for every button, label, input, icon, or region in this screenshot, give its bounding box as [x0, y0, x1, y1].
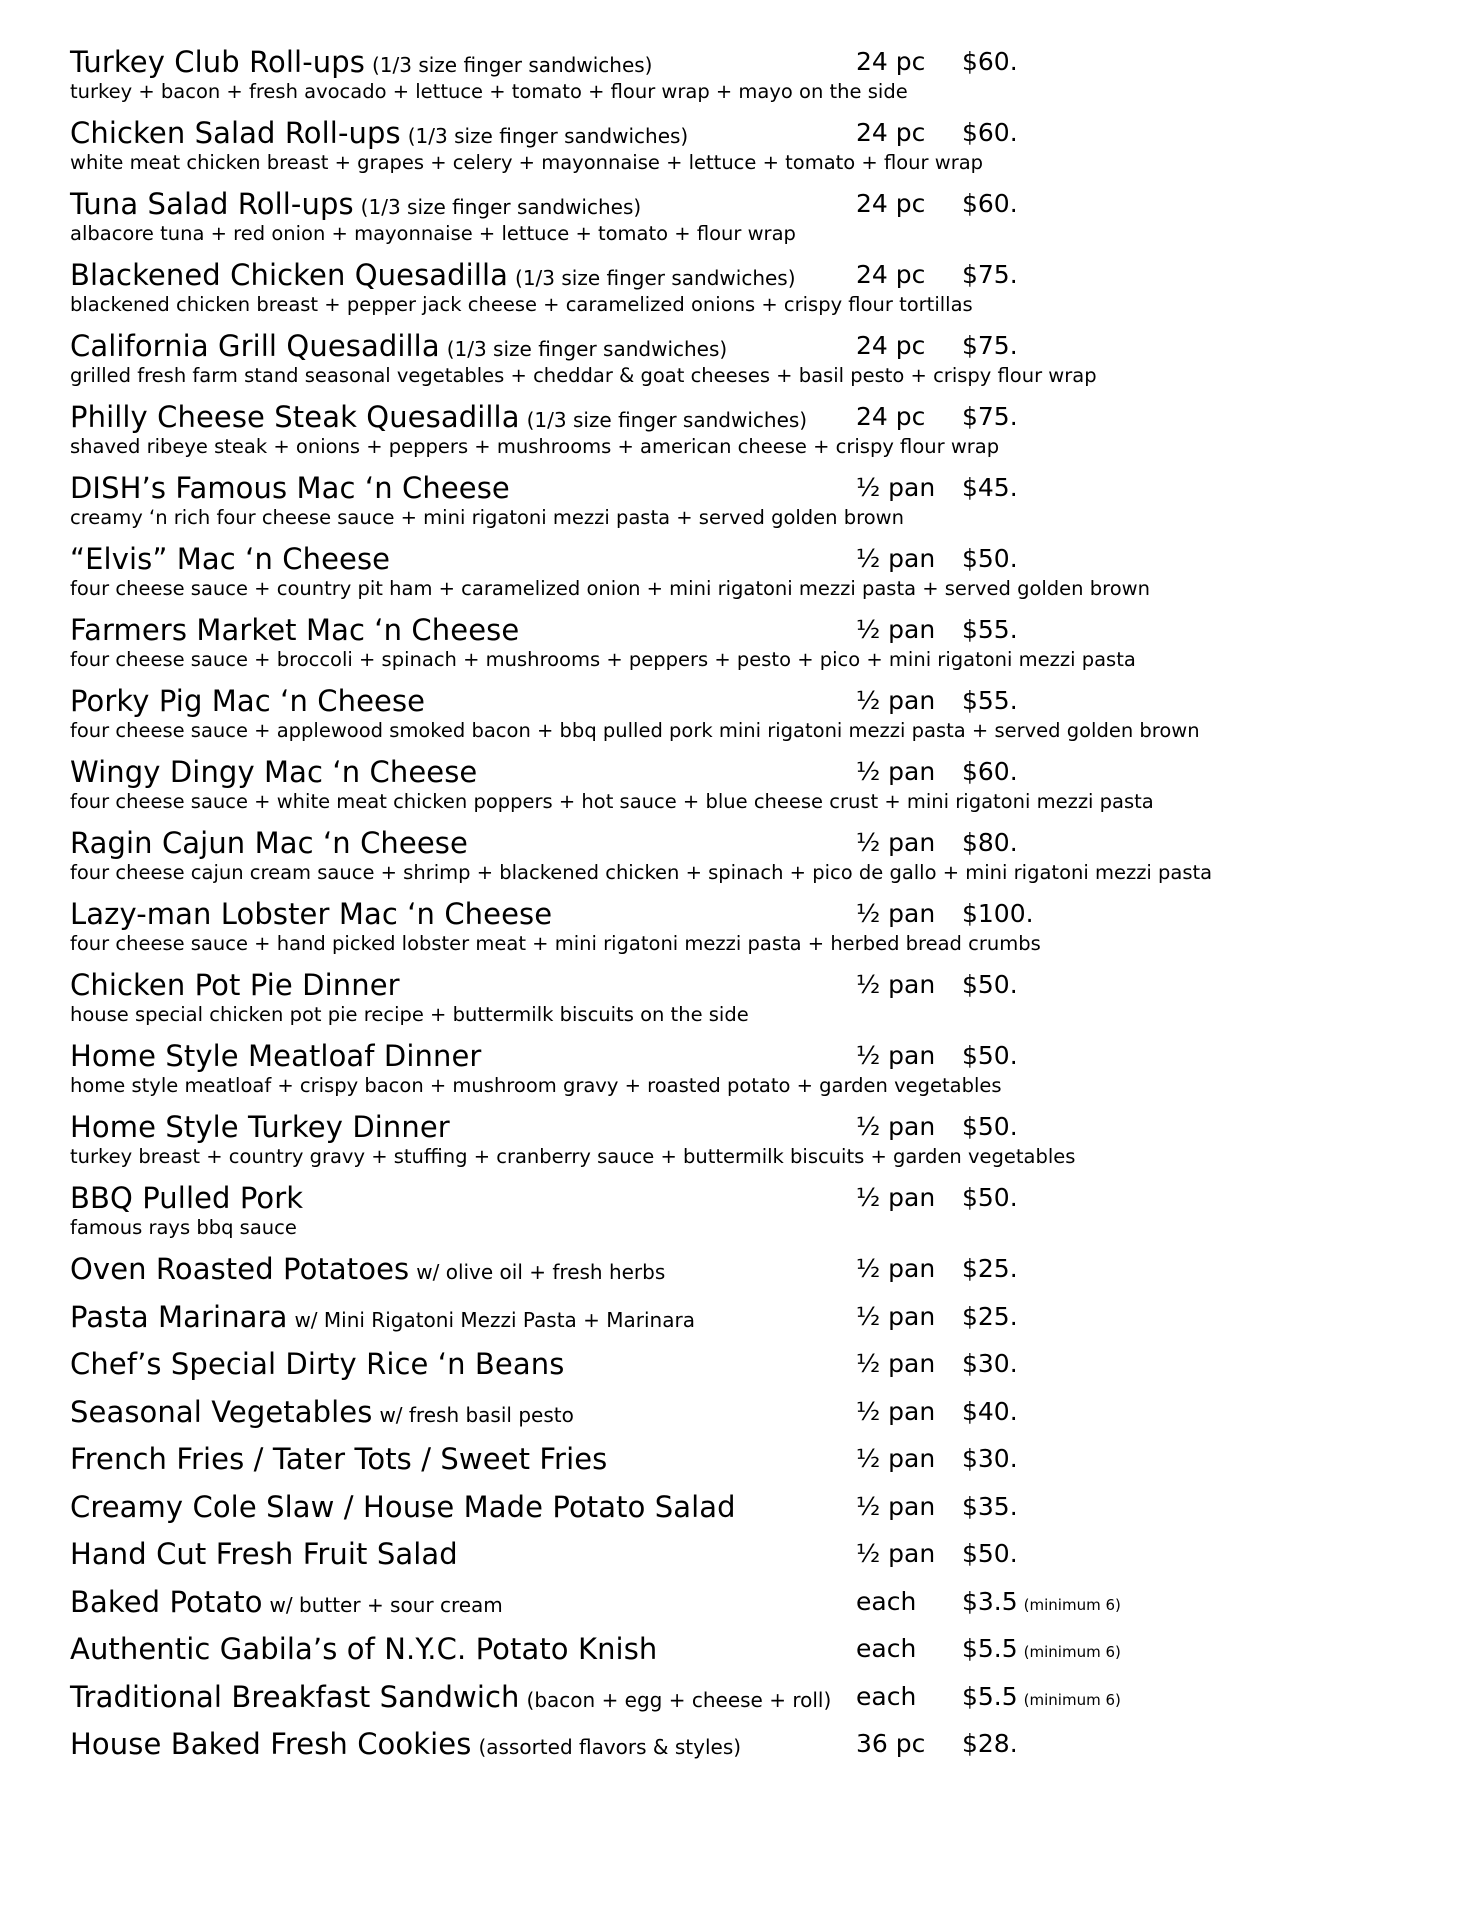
- menu-list: [70, 44, 1450, 1774]
- item-name: Lazy-man Lobster Mac ‘n Cheese: [70, 897, 553, 931]
- menu-item: [70, 1536, 1450, 1584]
- item-name: Baked Potato: [70, 1584, 263, 1619]
- item-price: $75.: [962, 331, 1018, 360]
- item-description: creamy ‘n rich four cheese sauce + mini rigatoni mezzi pasta + served golden brown: [70, 506, 904, 529]
- item-price-group: [962, 1109, 1018, 1145]
- menu-item-line: [70, 1251, 1450, 1287]
- item-quantity: each: [856, 1634, 917, 1663]
- item-price-group: [962, 683, 1018, 719]
- menu-item: [70, 328, 1450, 399]
- menu-item: [70, 1489, 1450, 1537]
- item-quantity: ½ pan: [856, 1349, 936, 1378]
- menu-item: [70, 1584, 1450, 1632]
- item-price-note: (minimum 6): [1023, 1643, 1121, 1661]
- menu-item: [70, 825, 1450, 896]
- menu-item: [70, 1441, 1450, 1489]
- item-price-group: [962, 1536, 1018, 1572]
- menu-item: [70, 470, 1450, 541]
- item-name: Porky Pig Mac ‘n Cheese: [70, 684, 426, 718]
- item-quantity: 24 pc: [856, 260, 926, 289]
- item-price-group: [962, 1726, 1018, 1762]
- item-price: $5.5: [962, 1681, 1018, 1711]
- menu-item-line: [70, 1180, 1450, 1216]
- item-price: $25.: [962, 1254, 1018, 1283]
- item-quantity: 24 pc: [856, 189, 926, 218]
- item-name: French Fries / Tater Tots / Sweet Fries: [70, 1442, 608, 1476]
- item-name: Chicken Salad Roll-ups: [70, 116, 401, 150]
- item-name: Home Style Meatloaf Dinner: [70, 1039, 482, 1073]
- item-note: w/ fresh basil pesto: [379, 1402, 574, 1427]
- item-price: $75.: [962, 260, 1018, 289]
- item-price-group: [962, 399, 1018, 435]
- item-quantity: 24 pc: [856, 331, 926, 360]
- item-quantity: ½ pan: [856, 1183, 936, 1212]
- item-quantity: ½ pan: [856, 1254, 936, 1283]
- menu-item-line: [70, 683, 1450, 719]
- item-description: four cheese sauce + hand picked lobster meat + mini rigatoni mezzi pasta + herbed bread crumbs: [70, 932, 1041, 955]
- menu-item-line: [70, 967, 1450, 1003]
- item-note: w/ olive oil + fresh herbs: [416, 1260, 666, 1284]
- menu-item-line: [70, 825, 1450, 861]
- menu-item: [70, 1109, 1450, 1180]
- item-price: $80.: [962, 828, 1018, 857]
- item-name: Ragin Cajun Mac ‘n Cheese: [70, 826, 468, 860]
- item-name: Chef’s Special Dirty Rice ‘n Beans: [70, 1347, 565, 1381]
- item-note: (bacon + egg + cheese + roll): [526, 1687, 832, 1712]
- item-note: (1/3 size finger sandwiches): [526, 408, 808, 432]
- item-price-group: [962, 1679, 1121, 1718]
- item-quantity: ½ pan: [856, 899, 936, 928]
- item-price: $28.: [962, 1729, 1018, 1758]
- item-quantity: ½ pan: [856, 473, 936, 502]
- item-price-group: [962, 612, 1018, 648]
- menu-item-line: [70, 1679, 1450, 1715]
- item-price-group: [962, 328, 1018, 364]
- item-name: Wingy Dingy Mac ‘n Cheese: [70, 755, 478, 789]
- item-quantity: each: [856, 1681, 917, 1711]
- item-name: Chicken Pot Pie Dinner: [70, 968, 400, 1002]
- item-description: famous rays bbq sauce: [70, 1216, 297, 1239]
- item-quantity: 24 pc: [856, 47, 926, 76]
- item-quantity: ½ pan: [856, 828, 936, 857]
- item-name: Authentic Gabila’s of N.Y.C. Potato Knish: [70, 1632, 658, 1666]
- item-price: $3.5: [962, 1586, 1018, 1616]
- menu-item-line: [70, 1631, 1450, 1667]
- item-price-group: [962, 115, 1018, 151]
- item-quantity: ½ pan: [856, 615, 936, 644]
- menu-item-line: [70, 1584, 1450, 1620]
- menu-item-line: [70, 1394, 1450, 1430]
- menu-item-line: [70, 1536, 1450, 1572]
- item-name: Hand Cut Fresh Fruit Salad: [70, 1537, 458, 1571]
- item-name: Tuna Salad Roll-ups: [70, 187, 354, 221]
- menu-item: [70, 896, 1450, 967]
- menu-item-line: [70, 1038, 1450, 1074]
- menu-item: [70, 399, 1450, 470]
- item-price-group: [962, 257, 1018, 293]
- item-price: $50.: [962, 544, 1018, 573]
- item-price: $50.: [962, 1539, 1018, 1568]
- menu-item: [70, 1038, 1450, 1109]
- item-description: four cheese sauce + broccoli + spinach + mushrooms + peppers + pesto + pico + mini rigatoni mezzi pasta: [70, 648, 1136, 671]
- item-price: $50.: [962, 1183, 1018, 1212]
- item-price: $40.: [962, 1396, 1018, 1426]
- item-note: w/ Mini Rigatoni Mezzi Pasta + Marinara: [294, 1307, 695, 1332]
- menu-item: [70, 967, 1450, 1038]
- menu-item: [70, 115, 1450, 186]
- item-price: $60.: [962, 47, 1018, 76]
- item-name: Pasta Marinara: [70, 1299, 288, 1334]
- item-price: $100.: [962, 899, 1034, 928]
- item-description: four cheese cajun cream sauce + shrimp + blackened chicken + spinach + pico de gallo + mini rigatoni mezzi pasta: [70, 861, 1213, 884]
- item-description: home style meatloaf + crispy bacon + mushroom gravy + roasted potato + garden vegetables: [70, 1074, 1002, 1097]
- item-price-group: [962, 1584, 1121, 1623]
- item-price-group: [962, 470, 1018, 506]
- menu-item: [70, 1251, 1450, 1299]
- item-quantity: ½ pan: [856, 1112, 936, 1141]
- item-description: turkey breast + country gravy + stuffing + cranberry sauce + buttermilk biscuits + garden vegetables: [70, 1145, 1076, 1168]
- item-quantity: each: [856, 1586, 917, 1616]
- item-quantity: ½ pan: [856, 970, 936, 999]
- menu-item-line: [70, 1441, 1450, 1477]
- menu-item-line: [70, 612, 1450, 648]
- menu-item: [70, 186, 1450, 257]
- item-price-group: [962, 967, 1018, 1003]
- menu-item: [70, 1726, 1450, 1774]
- item-price: $50.: [962, 970, 1018, 999]
- item-name: Traditional Breakfast Sandwich: [70, 1679, 520, 1714]
- item-price: $45.: [962, 473, 1018, 502]
- item-price-group: [962, 1180, 1018, 1216]
- item-note: (1/3 size finger sandwiches): [407, 124, 689, 148]
- item-price: $35.: [962, 1491, 1018, 1521]
- item-price-note: (minimum 6): [1023, 1690, 1121, 1709]
- item-price: $55.: [962, 686, 1018, 715]
- menu-item-line: [70, 754, 1450, 790]
- menu-item-line: [70, 257, 1450, 293]
- item-price-group: [962, 1346, 1018, 1382]
- item-quantity: ½ pan: [856, 1301, 936, 1331]
- menu-item: [70, 1180, 1450, 1251]
- item-price-note: (minimum 6): [1023, 1595, 1121, 1614]
- menu-item-line: [70, 186, 1450, 222]
- item-price-group: [962, 1631, 1121, 1670]
- item-price: $60.: [962, 118, 1018, 147]
- menu-item: [70, 1679, 1450, 1727]
- menu-item: [70, 1394, 1450, 1442]
- item-note: (assorted flavors & styles): [478, 1735, 742, 1759]
- item-price-group: [962, 825, 1018, 861]
- menu-item: [70, 1346, 1450, 1394]
- item-price: $30.: [962, 1444, 1018, 1473]
- menu-item-line: [70, 399, 1450, 435]
- item-note: (1/3 size finger sandwiches): [360, 195, 642, 219]
- item-quantity: ½ pan: [856, 757, 936, 786]
- item-price-group: [962, 44, 1018, 80]
- menu-item-line: [70, 541, 1450, 577]
- item-quantity: ½ pan: [856, 1491, 936, 1521]
- menu-item-line: [70, 1299, 1450, 1335]
- item-description: albacore tuna + red onion + mayonnaise + lettuce + tomato + flour wrap: [70, 222, 796, 245]
- item-price: $25.: [962, 1301, 1018, 1331]
- menu-item-line: [70, 328, 1450, 364]
- item-price-group: [962, 541, 1018, 577]
- item-name: California Grill Quesadilla: [70, 329, 440, 363]
- item-note: w/ butter + sour cream: [269, 1592, 503, 1617]
- item-price-group: [962, 1489, 1018, 1525]
- menu-item: [70, 541, 1450, 612]
- item-quantity: 24 pc: [856, 402, 926, 431]
- item-description: white meat chicken breast + grapes + celery + mayonnaise + lettuce + tomato + flour wrap: [70, 151, 984, 174]
- item-price-group: [962, 1251, 1018, 1287]
- item-price-group: [962, 1299, 1018, 1335]
- menu-item: [70, 257, 1450, 328]
- item-description: four cheese sauce + white meat chicken poppers + hot sauce + blue cheese crust + mini rigatoni mezzi pasta: [70, 790, 1154, 813]
- item-note: (1/3 size finger sandwiches): [515, 266, 796, 290]
- menu-item-line: [70, 1109, 1450, 1145]
- item-description: four cheese sauce + country pit ham + caramelized onion + mini rigatoni mezzi pasta + served golden brown: [70, 577, 1150, 600]
- item-note: (1/3 size finger sandwiches): [446, 337, 728, 361]
- item-price-group: [962, 1038, 1018, 1074]
- item-price: $75.: [962, 402, 1018, 431]
- item-description: turkey + bacon + fresh avocado + lettuce + tomato + flour wrap + mayo on the side: [70, 80, 908, 103]
- item-quantity: ½ pan: [856, 686, 936, 715]
- item-price: $50.: [962, 1112, 1018, 1141]
- item-quantity: ½ pan: [856, 1444, 936, 1473]
- menu-item: [70, 754, 1450, 825]
- item-name: Home Style Turkey Dinner: [70, 1110, 450, 1144]
- item-note: (1/3 size finger sandwiches): [371, 53, 653, 77]
- item-price-group: [962, 896, 1034, 932]
- item-price: $60.: [962, 757, 1018, 786]
- item-name: Oven Roasted Potatoes: [70, 1252, 410, 1286]
- item-price: $60.: [962, 189, 1018, 218]
- item-price-group: [962, 186, 1018, 222]
- item-quantity: ½ pan: [856, 1041, 936, 1070]
- item-description: four cheese sauce + applewood smoked bacon + bbq pulled pork mini rigatoni mezzi pasta + served golden brown: [70, 719, 1200, 742]
- item-price-group: [962, 1394, 1018, 1430]
- menu-item-line: [70, 470, 1450, 506]
- item-name: Creamy Cole Slaw / House Made Potato Salad: [70, 1489, 736, 1524]
- item-price: $5.5: [962, 1634, 1018, 1663]
- item-name: Blackened Chicken Quesadilla: [70, 258, 509, 292]
- item-name: “Elvis” Mac ‘n Cheese: [70, 542, 391, 576]
- menu-item: [70, 1631, 1450, 1679]
- item-quantity: 24 pc: [856, 118, 926, 147]
- item-quantity: ½ pan: [856, 544, 936, 573]
- item-name: Turkey Club Roll-ups: [70, 45, 365, 79]
- item-name: Farmers Market Mac ‘n Cheese: [70, 613, 520, 647]
- item-name: Seasonal Vegetables: [70, 1394, 373, 1429]
- menu-item: [70, 44, 1450, 115]
- item-description: grilled fresh farm stand seasonal vegetables + cheddar & goat cheeses + basil pesto + crispy flour wrap: [70, 364, 1097, 387]
- menu-item-line: [70, 896, 1450, 932]
- menu-item-line: [70, 1346, 1450, 1382]
- menu-item: [70, 612, 1450, 683]
- item-name: Philly Cheese Steak Quesadilla: [70, 400, 520, 434]
- item-price: $55.: [962, 615, 1018, 644]
- item-price: $30.: [962, 1349, 1018, 1378]
- item-name: House Baked Fresh Cookies: [70, 1727, 472, 1761]
- menu-item-line: [70, 44, 1450, 80]
- menu-item-line: [70, 1726, 1450, 1762]
- menu-item-line: [70, 115, 1450, 151]
- menu-item: [70, 683, 1450, 754]
- item-description: house special chicken pot pie recipe + buttermilk biscuits on the side: [70, 1003, 749, 1026]
- item-price-group: [962, 1441, 1018, 1477]
- item-quantity: 36 pc: [856, 1729, 926, 1758]
- item-price: $50.: [962, 1041, 1018, 1070]
- item-description: shaved ribeye steak + onions + peppers + mushrooms + american cheese + crispy flour wrap: [70, 435, 1000, 458]
- item-quantity: ½ pan: [856, 1539, 936, 1568]
- item-price-group: [962, 754, 1018, 790]
- item-description: blackened chicken breast + pepper jack cheese + caramelized onions + crispy flour tortillas: [70, 293, 973, 316]
- menu-item: [70, 1299, 1450, 1347]
- item-name: DISH’s Famous Mac ‘n Cheese: [70, 471, 510, 505]
- item-quantity: ½ pan: [856, 1396, 936, 1426]
- item-name: BBQ Pulled Pork: [70, 1181, 304, 1215]
- menu-item-line: [70, 1489, 1450, 1525]
